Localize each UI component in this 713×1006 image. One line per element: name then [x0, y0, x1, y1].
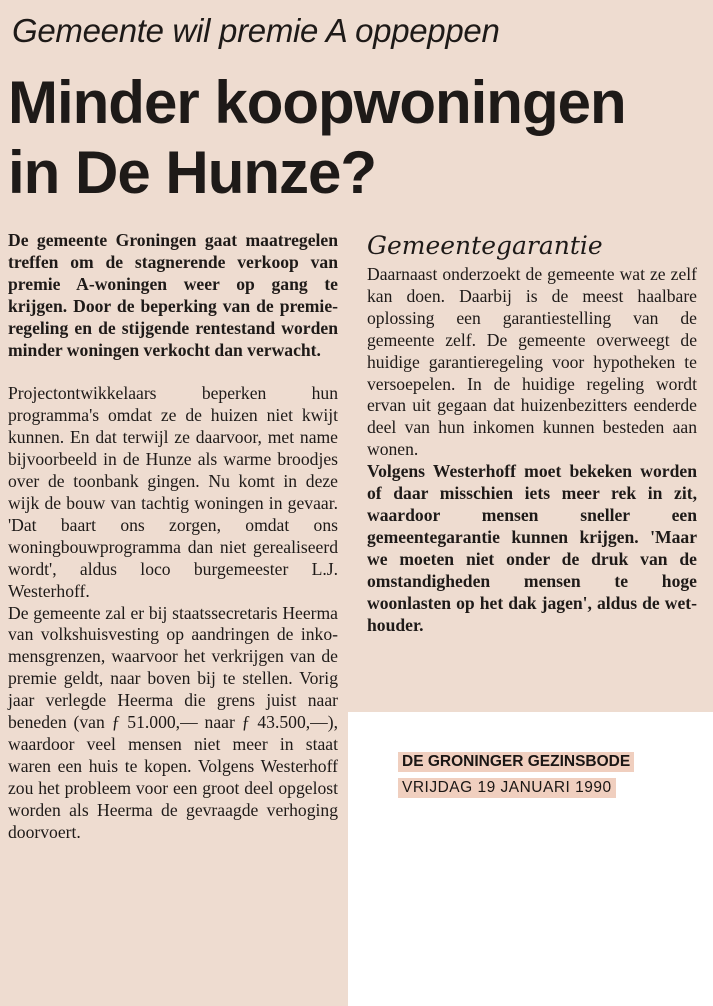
article-headline [8, 68, 708, 208]
article-paragraph-3: Daarnaast onderzoekt de gemeente wat ze zelf kan doen. Daarbij is de meest haalbare oplossing een garantiestelling van de gemeente zelf. De gemeente overweegt de huidige garantieregeling voor hypotheken te versoepelen. In de huidige regeling wordt ervan uit gegaan dat huizenbezitters eenderde deel van hun inkomen kunnen besteden aan wonen. [367, 264, 697, 460]
article-paragraph-2: De gemeente zal er bij staatssecretaris Heerma van volkshuisvesting op aandringen de inkomensgrenzen, waarvoor het verkrijgen van de premie geldt, naar boven bij te stellen. Vorig jaar verlegde Heerma die grens juist naar beneden (van ƒ 51.000,— naar ƒ 43.500,—), waardoor veel mensen niet meer in staat waren een huis te kopen. Volgens Westerhoff zou het probleem voor een groot deel opgelost worden als Heerma de gevraagde verhoging doorvoert. [8, 602, 338, 842]
source-date-label: VRIJDAG 19 JANUARI 1990 [398, 778, 616, 798]
article-column-left [8, 230, 338, 843]
article-kicker: Gemeente wil premie A oppeppen [12, 12, 500, 49]
article-subheading: Gemeentegarantie [367, 231, 603, 260]
headline-line-1: Minder koopwoningen [8, 69, 626, 136]
article-paragraph-1: Projectontwikkelaars beperken hun programma's omdat ze de huizen niet kwijt kunnen. En dat terwijl ze daarvoor, met name bijvoorbeeld in de Hunze als warme broodjes over de toonbank gingen. Nu komt in deze wijk de bouw van tachtig woningen in gevaar. 'Dat baart ons zorgen, omdat ons woningbouwprogramma dan niet gerealiseerd wordt', aldus loco burgemeester L.J. Westerhoff. [8, 383, 338, 601]
article-column-right [367, 264, 697, 636]
headline-line-2: in De Hunze? [8, 139, 377, 206]
article-paragraph-4: Volgens Westerhoff moet bekeken worden of daar misschien iets meer rek in zit, waardoor mensen sneller een gemeentegarantie kunnen krijgen. 'Maar we moeten niet onder de druk van de omstandigheden mensen te hoge woonlasten op het dak jagen', aldus de wethouder. [367, 461, 697, 635]
article-lead: De gemeente Groningen gaat maatregelen treffen om de stagnerende verkoop van premie A-woningen weer op gang te krijgen. Door de beperking van de premieregeling en de stijgende rentestand worden minder woningen verkocht dan verwacht. [8, 230, 338, 360]
source-newspaper-label: DE GRONINGER GEZINSBODE [398, 752, 634, 772]
